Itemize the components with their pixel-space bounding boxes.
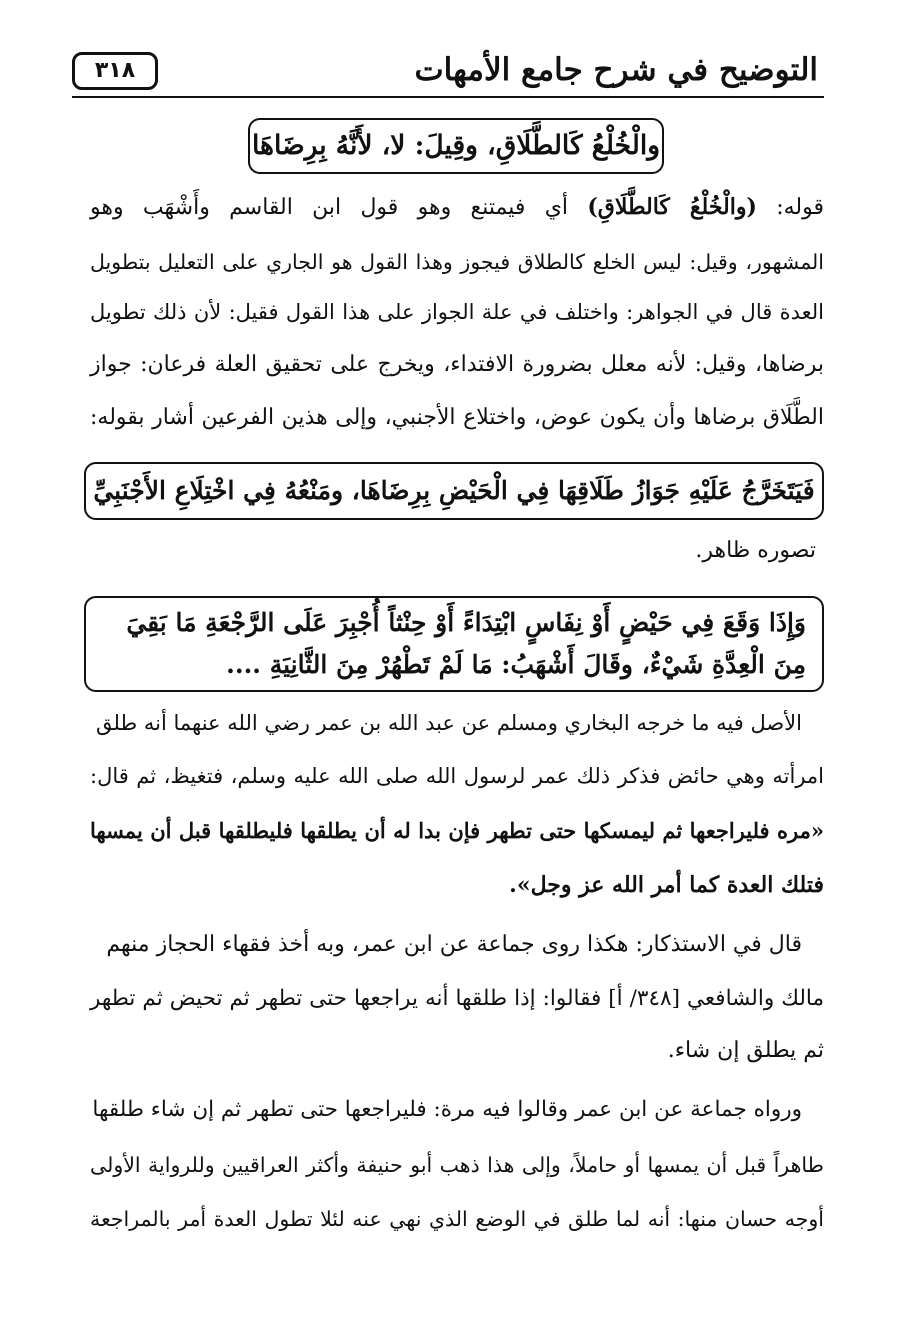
text-line: مالك والشافعي [٣٤٨/ أ] فقالوا: إذا طلقها أنه يراجعها حتى تطهر ثم تحيض ثم تطهر [90, 986, 824, 1011]
text-line: امرأته وهي حائض فذكر ذلك عمر لرسول الله صلى الله عليه وسلم، فتغيظ، ثم قال: [90, 764, 824, 788]
hadith-line: «مره فليراجعها ثم ليمسكها حتى تطهر فإن بدا له أن يطلقها فليطلقها قبل أن يمسها [90, 818, 824, 843]
text-line: طاهراً قبل أن يمسها أو حاملاً، وإلى هذا ذهب أبو حنيفة وأكثر العراقيين وللرواية الأولى [90, 1153, 824, 1177]
matn-box-3 [84, 596, 824, 692]
text-line: الطَّلَاق برضاها وأن يكون عوض، واختلاع الأجنبي، وإلى هذين الفرعين أشار بقوله: [90, 405, 824, 430]
matn-line: مِنَ الْعِدَّةِ شَيْءٌ، وقَالَ أَشْهَبُ: مَا لَمْ تَطْهُرْ مِنَ الثَّانِيَةِ .... [226, 650, 806, 679]
text-line [90, 192, 824, 223]
page-number: ٣١٨ [72, 52, 158, 90]
text-line: ثم يطلق إن شاء. [667, 1038, 824, 1063]
header-rule [72, 96, 824, 98]
matn-box-2: فَيَتَخَرَّجُ عَلَيْهِ جَوَازُ طَلَاقِهَا فِي الْحَيْضِ بِرِضَاهَا، ومَنْعُهُ فِي اخْتِلَاعِ الأَجْنَبِيِّ [84, 462, 824, 520]
hadith-line: فتلك العدة كما أمر الله عز وجل». [509, 872, 824, 898]
text-line: أوجه حسان منها: أنه لما طلق في الوضع الذي نهي عنه لئلا تطول العدة أمر بالمراجعة [90, 1207, 824, 1231]
text-line: الأصل فيه ما خرجه البخاري ومسلم عن عبد الله بن عمر رضي الله عنهما أنه طلق [96, 711, 802, 735]
text-line: المشهور، وقيل: ليس الخلع كالطلاق فيجوز وهذا القول هو الجاري على التعليل بتطويل [90, 250, 824, 274]
matn-box-1: والْخُلْعُ كَالطَّلَاقِ، وقِيلَ: لا، لأَنَّهُ بِرِضَاهَا [248, 118, 664, 174]
text-line: برضاها، وقيل: لأنه معلل بضرورة الافتداء، ويخرج على تحقيق العلة فرعان: جواز [90, 352, 824, 377]
page-header [72, 46, 824, 98]
text-line: العدة قال في الجواهر: واختلف في علة الجواز على هذا القول فقيل: لأن ذلك تطويل [90, 300, 824, 324]
text-line: ورواه جماعة عن ابن عمر وقالوا فيه مرة: فليراجعها حتى تطهر ثم إن شاء طلقها [92, 1097, 802, 1122]
text-segment: قوله: [776, 195, 825, 220]
running-title: التوضيح في شرح جامع الأمهات [414, 52, 818, 88]
text-line: قال في الاستذكار: هكذا روى جماعة عن ابن عمر، وبه أخذ فقهاء الحجاز منهم [106, 932, 802, 957]
matn-line: وَإِذَا وَقَعَ فِي حَيْضٍ أَوْ نِفَاسٍ ابْتِدَاءً أَوْ حِنْثاً أُجْبِرَ عَلَى الرَّجْعَةِ مَا بَقِيَ [126, 608, 806, 637]
quoted-matn: (والْخُلْعُ كَالطَّلَاقِ) [587, 194, 757, 220]
text-segment: أي فيمتنع وهو قول ابن القاسم وأَشْهَب وهو [90, 195, 569, 220]
text-line: تصوره ظاهر. [695, 538, 816, 563]
